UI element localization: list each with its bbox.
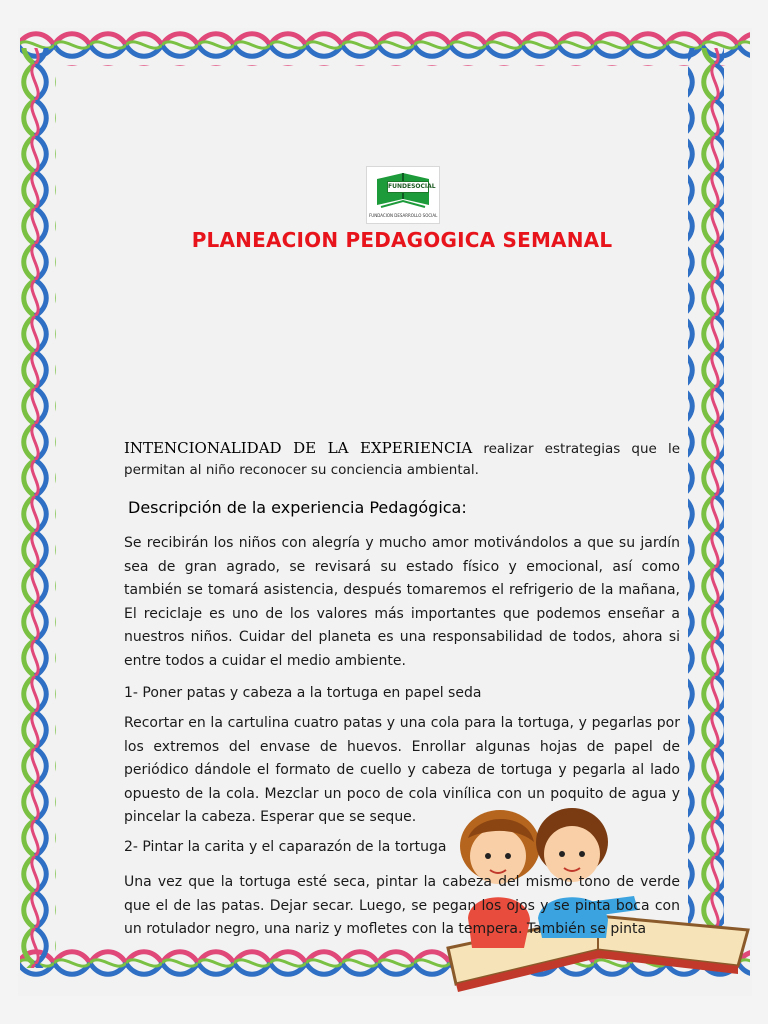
intent-label: INTENCIONALIDAD DE LA EXPERIENCIA [124, 439, 473, 457]
paragraph-welcome: Se recibirán los niños con alegría y mucho amor motivándolos a que su jardín sea de gran agrado, se revisará su estado físico y emocional, así como también se tomará asistencia, después tomaremos el refrigerio de la mañana, El reciclaje es uno de los valores más importantes que podemos enseñar a nuestros niños. Cuidar del planeta es una responsabilidad de todos, ahora si entre todos a cuidar el medio ambiente. [124, 535, 680, 669]
logo-subtitle: FUNDACION DESARROLLO SOCIAL [369, 213, 438, 218]
paragraph-step-1: Recortar en la cartulina cuatro patas y una cola para la tortuga, y pegarlas por los extremos del envase de huevos. Enrollar algunas hojas de papel de periódico dándole el formato de cuello y cabeza de tortuga y pegarla al lado opuesto de la cola. Mezclar un poco de cola vinílica con un poquito de agua y pincelar la cabeza. Esperar que se seque. [124, 715, 680, 825]
border-left [20, 48, 56, 968]
step-2: 2- Pintar la carita y el caparazón de la tortuga [124, 839, 447, 855]
fundesocial-logo [366, 166, 440, 224]
document-page [18, 28, 752, 996]
intent-paragraph [124, 438, 680, 481]
intent-text: realizar estrategias que le permitan al niño reconocer su conciencia ambiental. [124, 441, 680, 478]
logo-wordmark: FUNDESOCIAL [387, 181, 429, 193]
document-title: PLANEACION PEDAGOGICA SEMANAL [191, 228, 613, 252]
step-1: 1- Poner patas y cabeza a la tortuga en papel seda [124, 685, 482, 701]
description-heading: Descripción de la experiencia Pedagógica: [128, 498, 467, 517]
border-top [20, 30, 750, 66]
paragraph-step-2: Una vez que la tortuga esté seca, pintar la cabeza del mismo tono de verde que el de las patas. Dejar secar. Luego, se pegan los ojos y se pinta boca con un rotulador negro, una nariz y mofletes con la tempera. También se pinta [124, 874, 680, 937]
